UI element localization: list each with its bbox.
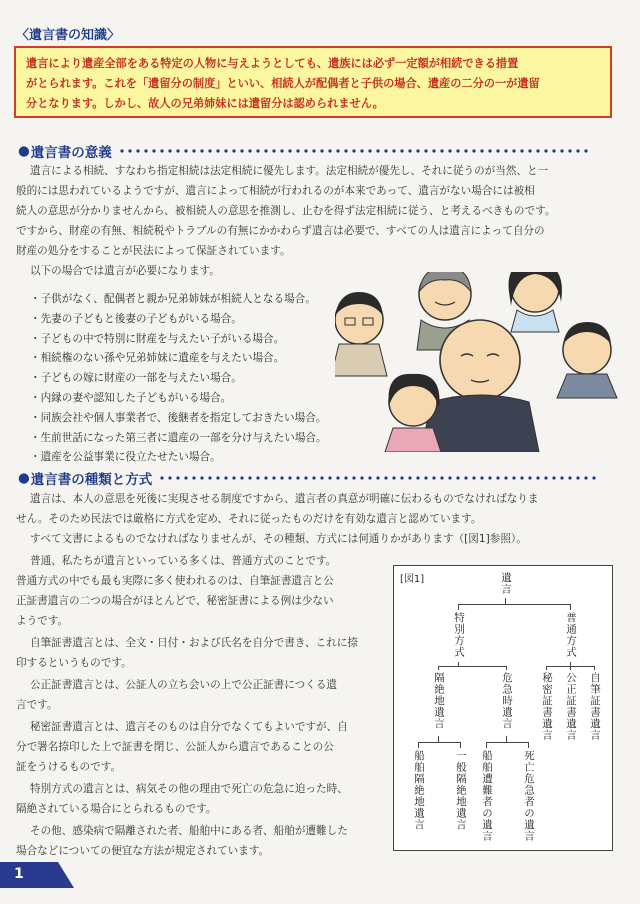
diagram-line (460, 742, 461, 748)
paragraph-line: 分で署名捺印した上で証書を閉じ、公証人から遺言であることの公 (16, 741, 334, 753)
list-item: ・生前世話になった第三者に遺産の一部を分け与えたい場合。 (30, 431, 327, 444)
knowledge-title: 〈遺言書の知識〉 (16, 28, 121, 43)
diagram-line (458, 604, 459, 610)
knowledge-line: 遺言により遺産全部をある特定の人物に与えようとしても、遺族には必ず一定額が相続できる措置 (26, 57, 519, 70)
paragraph-line: ようです。 (16, 615, 69, 627)
paragraph-line: 財産の処分をすることが民法によって保証されています。 (16, 245, 291, 257)
diagram-line (486, 742, 528, 743)
paragraph-line: ですから、財産の有無、相続税やトラブルの有無にかかわらず遺言は必要で、すべての人は遺言によって自分の (16, 225, 545, 237)
diagram-line (458, 604, 570, 605)
diagram-line (594, 666, 595, 670)
family-illustration (335, 272, 625, 452)
section-heading-meaning (18, 141, 588, 161)
list-item: ・子供がなく、配偶者と親か兄弟姉妹が相続人となる場合。 (30, 293, 316, 305)
list-intro: 以下の場合では遺言が必要になります。 (30, 265, 220, 277)
paragraph-line: すべて文書によるものでなければなりませんが、その種類、方式には何通りかがあります（[図1]参照）。 (30, 533, 527, 545)
list-item: ・同族会社や個人事業者で、後継者を指定しておきたい場合。 (30, 411, 327, 424)
node-dying: 死亡危急者の遺言 (523, 750, 535, 842)
paragraph-line: 普通、私たちが遺言といっている多くは、普通方式のことです。 (30, 555, 337, 567)
heading-bullet: ● (18, 470, 30, 486)
list-item: ・内縁の妻や認知した子どもがいる場合。 (30, 391, 232, 404)
diagram-line (570, 666, 571, 670)
list-item: ・遺産を公益事業に役立たせたい場合。 (30, 451, 221, 464)
node-isolated: 隔絶地遺言 (433, 672, 445, 730)
young-man-figure (557, 322, 617, 398)
node-emergency: 危急時遺言 (501, 672, 513, 730)
paragraph-line: 特別方式の遺言とは、病気その他の理由で死亡の危急に迫った時、 (30, 783, 348, 795)
diagram-line (418, 742, 419, 748)
paragraph-line: その他、感染病で隔離された者、船舶中にある者、船舶が遭難した (30, 825, 348, 837)
paragraph-line: 普通方式の中でも最も実際に多く使われるのは、自筆証書遺言と公 (16, 575, 334, 587)
page-number: 1 (14, 866, 24, 882)
will-types-diagram (393, 565, 613, 851)
knowledge-line: 分となります。しかし、故人の兄弟姉妹には遺留分は認められません。 (26, 97, 384, 110)
diagram-line (438, 666, 506, 667)
paragraph-line: 般的には思われているようですが、遺言によって相続が行われるのが本来であって、遺言がない場合には被相 (16, 185, 535, 197)
diagram-line (528, 742, 529, 748)
section-heading-text: 遺言書の種類と方式 (30, 472, 153, 488)
diagram-line (486, 742, 487, 748)
page-number-tab (0, 862, 74, 888)
node-secret: 秘密証書遺言 (541, 672, 553, 741)
paragraph-line: 公正証書遺言とは、公証人の立ち会いの上で公正証書につくる遺 (30, 679, 338, 691)
diagram-line (546, 666, 547, 670)
paragraph-line: 場合などについての便宜な方法が規定されています。 (16, 845, 270, 857)
paragraph-line: 自筆証書遺言とは、全文・日付・および氏名を自分で書き、これに捺 (30, 637, 358, 649)
man-with-glasses-figure (335, 292, 387, 376)
node-special: 特別方式 (453, 612, 465, 658)
list-item: ・相続権のない孫や兄弟姉妹に遺産を与えたい場合。 (30, 352, 285, 365)
paragraph-line: 隔絶されている場合にとられるものです。 (16, 803, 217, 815)
young-woman-figure (385, 374, 441, 452)
case-list (30, 290, 327, 468)
diagram-line (438, 666, 439, 670)
paragraph-line: 言です。 (16, 699, 58, 711)
paragraph-line: 証をうけるものです。 (16, 761, 122, 773)
paragraph-line: せん。そのため民法では厳格に方式を定め、それに従ったものだけを有効な遺言と認めています。 (16, 513, 482, 525)
diagram-line (418, 742, 460, 743)
section-heading-text: 遺言書の意義 (30, 145, 112, 161)
list-item: ・先妻の子どもと後妻の子どもがいる場合。 (30, 312, 242, 325)
paragraph-line: 遺言による相続、すなわち指定相続は法定相続に優先します。法定相続が優先し、それに従うのが当然、と一 (30, 165, 549, 177)
dotted-rule (118, 148, 588, 154)
paragraph-line: 印するというものです。 (16, 657, 132, 669)
knowledge-box (14, 46, 612, 118)
dotted-rule (158, 475, 598, 481)
node-holograph: 自筆証書遺言 (589, 672, 601, 741)
node-notarized: 公正証書遺言 (565, 672, 577, 741)
node-ship-isolated: 船舶隔絶地遺言 (413, 750, 425, 831)
paragraph-line: 秘密証書遺言とは、遺言そのものは自分でなくてもよいですが、自 (30, 721, 348, 733)
woman-figure (509, 272, 562, 332)
list-item: ・子どもの嫁に財産の一部を与えたい場合。 (30, 372, 242, 385)
list-item: ・子どもの中で特別に財産を与えたい子がいる場合。 (30, 332, 285, 345)
diagram-line (506, 666, 507, 670)
node-general-isolated: 一般隔絶地遺言 (455, 750, 467, 831)
knowledge-line: がとられます。これを「遺留分の制度」といい、相続人が配偶者と子供の場合、遺産の二分の一が遺留 (26, 77, 540, 90)
paragraph-line: 遺言は、本人の意思を死後に実現させる制度ですから、遺言者の真意が明確に伝わるものでなければなりま (30, 493, 539, 505)
diagram-line (570, 604, 571, 610)
node-ordinary: 普通方式 (565, 612, 577, 658)
paragraph-line: 続人の意思が分かりませんから、被相続人の意思を推測し、止むを得ず法定相続に従う、と考えるべきものです。 (16, 205, 556, 217)
heading-bullet: ● (18, 143, 30, 159)
figure-label: [図1] (400, 574, 425, 585)
node-root: 遺言 (500, 572, 512, 595)
paragraph-line: 正証書遺言の二つの場合がほとんどで、秘密証書による例は少ない (16, 595, 334, 607)
node-ship-wreck: 船舶遭難者の遺言 (481, 750, 493, 842)
section-heading-types (18, 468, 598, 488)
